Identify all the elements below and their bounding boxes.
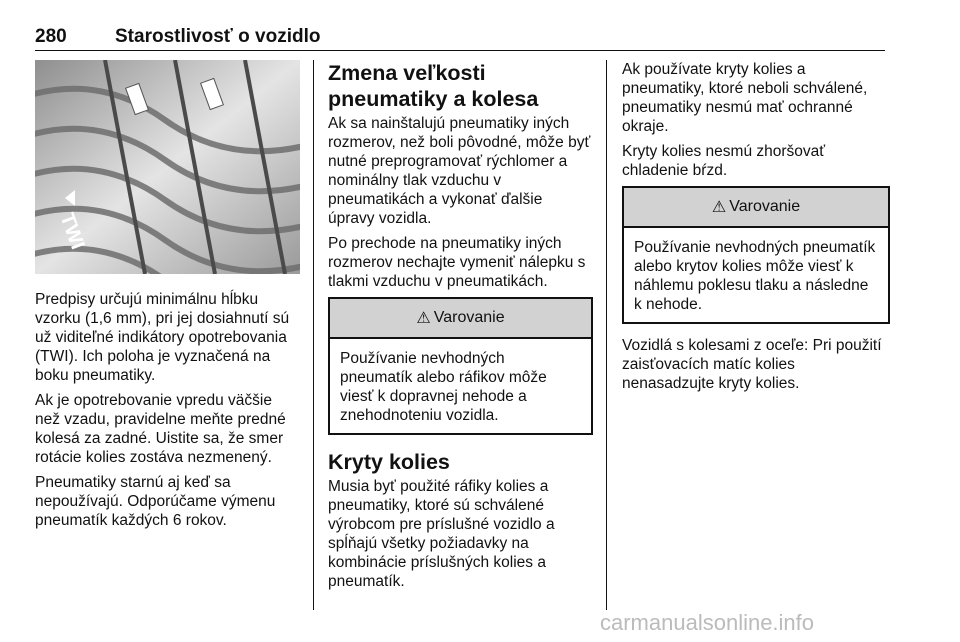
- warning-text: Používanie nevhodných pneumatík alebo krytov kolies môže viesť k náhlemu poklesu tlaku a následne k nehode.: [634, 239, 876, 313]
- warning-text: Používanie nevhodných pneumatík alebo ráfikov môže viesť k dopravnej nehode a znehodnoteniu vozidla.: [340, 350, 547, 424]
- paragraph: Kryty kolies nesmú zhoršovať chladenie bŕzd.: [622, 143, 826, 179]
- warning-triangle-icon: ⚠: [416, 310, 431, 327]
- page-header: [35, 26, 885, 52]
- page-number: 280: [35, 26, 67, 47]
- paragraph: Pneumatiky starnú aj keď sa nepoužívajú. Odporúčame výmenu pneumatík každých 6 rokov.: [35, 474, 276, 529]
- section-title: Starostlivosť o vozidlo: [115, 26, 321, 47]
- warning-box: [328, 297, 593, 435]
- section-heading: Zmena veľkosti pneumatiky a kolesa: [328, 61, 539, 111]
- warning-box: [622, 186, 890, 324]
- warning-header: [330, 299, 591, 339]
- column-right: [622, 60, 890, 399]
- paragraph: Ak sa nainštalujú pneumatiky iných rozmerov, než boli pôvodné, môže byť nutné preprogramovať rýchlomer a nominálny tlak vzduchu v pneumatikách a vykonať ďalšie úpravy vozidla.: [328, 115, 591, 227]
- paragraph: Ak je opotrebovanie vpredu väčšie než vzadu, pravidelne meňte predné kolesá za zadné. Uistite sa, že smer rotácie kolies zostáva nezmenený.: [35, 392, 286, 466]
- twi-label: TWI: [55, 210, 89, 253]
- tire-tread-illustration: [35, 60, 300, 274]
- paragraph: Vozidlá s kolesami z oceľe: Pri použití zaisťovacích matíc kolies nenasadzujte kryty kolies.: [622, 337, 882, 392]
- paragraph: Ak používate kryty kolies a pneumatiky, ktoré neboli schválené, pneumatiky nesmú mať ochranné okraje.: [622, 61, 868, 135]
- paragraph: Po prechode na pneumatiky iných rozmerov nechajte vymeniť nálepku s tlakmi vzduchu v pneumatikách.: [328, 235, 586, 290]
- paragraph: Musia byť použité ráfiky kolies a pneumatiky, ktoré sú schválené výrobcom pre príslušné vozidlo a spĺňajú všetky požiadavky na kombinácie príslušných kolies a pneumatík.: [328, 478, 555, 590]
- warning-title: Varovanie: [433, 309, 505, 326]
- column-divider: [606, 60, 607, 610]
- watermark: carmanualsonline.info: [600, 610, 815, 635]
- column-divider: [313, 60, 314, 610]
- warning-header: [624, 188, 888, 228]
- column-left: [35, 60, 300, 536]
- column-middle: [328, 60, 593, 597]
- section-heading: Kryty kolies: [328, 450, 450, 474]
- warning-title: Varovanie: [729, 198, 801, 215]
- paragraph: Predpisy určujú minimálnu hĺbku vzorku (1,6 mm), pri jej dosiahnutí sú už viditeľné indikátory opotrebovania (TWI). Ich poloha je vyznačená na boku pneumatiky.: [35, 291, 290, 384]
- header-rule: [35, 50, 885, 51]
- warning-triangle-icon: ⚠: [711, 199, 727, 216]
